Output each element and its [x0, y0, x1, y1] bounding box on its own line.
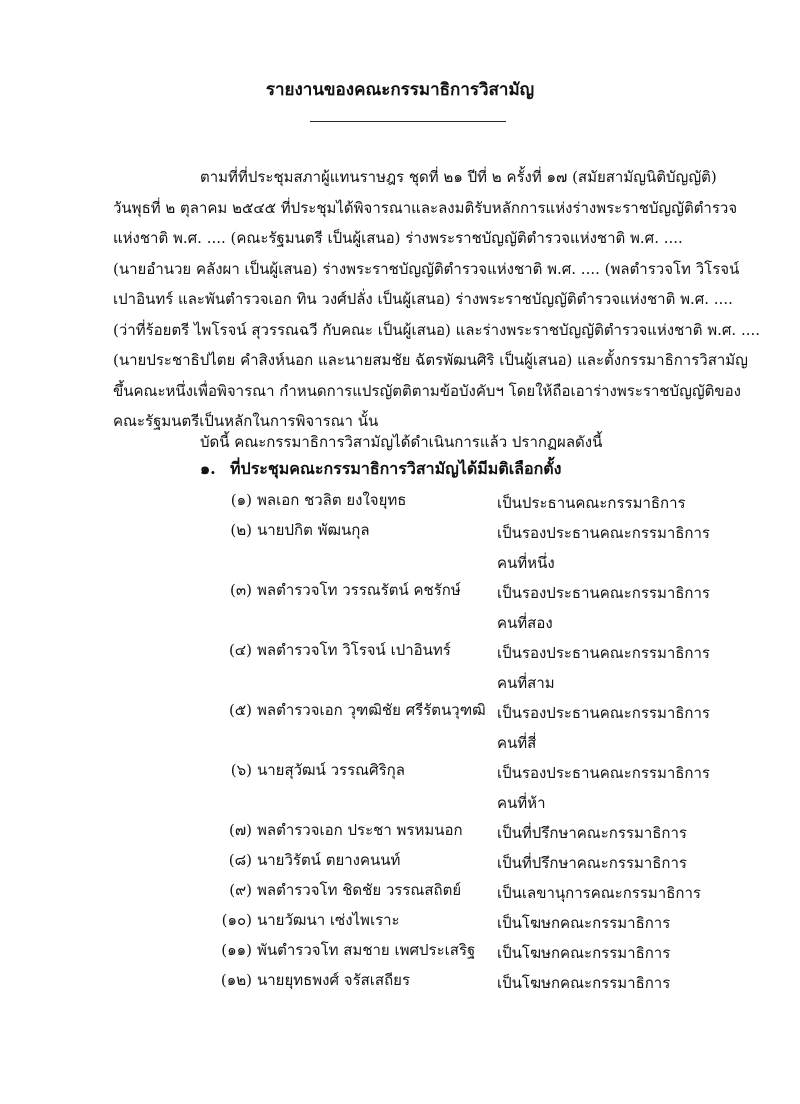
- member-role: [497, 578, 710, 638]
- title-underline: [310, 121, 506, 122]
- member-role-line: คนที่หนึ่ง: [497, 554, 555, 572]
- member-name: นายปกิต พัฒนกุล: [257, 521, 370, 539]
- section-number: ๑.: [200, 459, 216, 478]
- member-role: [497, 818, 687, 848]
- member-role-line: เป็นรองประธานคณะกรรมาธิการ: [497, 644, 710, 662]
- member-index: (๑๒): [220, 971, 252, 989]
- member-name: พลตำรวจโท ชิดชัย วรรณสถิตย์: [257, 881, 462, 899]
- member-role: [497, 848, 687, 878]
- member-role: [497, 488, 686, 518]
- member-role: [497, 878, 701, 908]
- paragraph-line: (นายประชาธิปไตย คำสิงห์นอก และนายสมชัย ฉัตรพัฒนศิริ เป็นผู้เสนอ) และตั้งกรรมาธิการวิสามัญ: [113, 351, 748, 369]
- member-name: พลเอก ชวลิต ยงใจยุทธ: [257, 491, 407, 509]
- result-line: บัดนี้ คณะกรรมาธิการวิสามัญได้ดำเนินการแล้ว ปรากฏผลดังนี้: [200, 433, 603, 451]
- member-role-line: เป็นโฆษกคณะกรรมาธิการ: [497, 974, 671, 992]
- member-name: พลตำรวจโท วรรณรัตน์ คชรักษ์: [257, 581, 461, 599]
- member-role: [497, 908, 670, 938]
- member-index: (๙): [229, 881, 252, 899]
- member-role-line: เป็นรองประธานคณะกรรมาธิการ: [497, 584, 710, 602]
- member-name: พันตำรวจโท สมชาย เพศประเสริฐ: [257, 941, 476, 959]
- paragraph-line: วันพุธที่ ๒ ตุลาคม ๒๕๔๕ ที่ประชุมได้พิจารณาและลงมติรับหลักการแห่งร่างพระราชบัญญัติตำรวจ: [113, 198, 738, 217]
- paragraph-line: (ว่าที่ร้อยตรี ไพโรจน์ สุวรรณฉวี กับคณะ เป็นผู้เสนอ) และร่างพระราชบัญญัติตำรวจแห่งชาติ พ.ศ. ....: [113, 320, 761, 339]
- member-index: (๑๑): [221, 941, 252, 959]
- paragraph-line: ขึ้นคณะหนึ่งเพื่อพิจารณา กำหนดการแปรญัตติตามข้อบังคับฯ โดยให้ถือเอาร่างพระราชบัญญัติของ: [113, 381, 741, 400]
- member-index: (๖): [230, 761, 252, 779]
- member-name: นายยุทธพงศ์ จรัสเสถียร: [257, 971, 411, 989]
- section-heading-text: ที่ประชุมคณะกรรมาธิการวิสามัญได้มีมติเลือกตั้ง: [230, 459, 562, 478]
- member-index: (๔): [228, 641, 252, 659]
- member-index: (๓): [230, 581, 252, 599]
- member-index: (๑): [230, 491, 252, 509]
- member-role-line: เป็นที่ปรึกษาคณะกรรมาธิการ: [497, 854, 687, 872]
- document-title: รายงานของคณะกรรมาธิการวิสามัญ: [265, 80, 535, 100]
- member-role: [497, 968, 670, 998]
- member-index: (๘): [228, 851, 252, 869]
- member-name: นายสุวัฒน์ วรรณศิริกุล: [257, 761, 405, 779]
- paragraph-line: (นายอำนวย คลังผา เป็นผู้เสนอ) ร่างพระราชบัญญัติตำรวจแห่งชาติ พ.ศ. .... (พลตำรวจโท วิโรจน์: [113, 259, 740, 278]
- intro-paragraph: [113, 162, 761, 437]
- section-heading: [200, 457, 561, 482]
- member-role-line: คนที่สาม: [497, 674, 555, 692]
- paragraph-line: แห่งชาติ พ.ศ. .... (คณะรัฐมนตรี เป็นผู้เสนอ) ร่างพระราชบัญญัติตำรวจแห่งชาติ พ.ศ. ....: [113, 229, 683, 247]
- member-index: (๒): [230, 521, 252, 539]
- member-name: พลตำรวจเอก ประชา พรหมนอก: [257, 821, 463, 839]
- member-role: [497, 758, 710, 818]
- member-role-line: คนที่ห้า: [497, 794, 546, 812]
- member-role-line: เป็นรองประธานคณะกรรมาธิการ: [497, 764, 710, 782]
- member-name: พลตำรวจเอก วุฑฒิชัย ศรีรัตนวุฑฒิ: [257, 701, 486, 719]
- member-role-line: เป็นที่ปรึกษาคณะกรรมาธิการ: [497, 824, 687, 842]
- member-name: พลตำรวจโท วิโรจน์ เปาอินทร์: [257, 641, 451, 659]
- member-role-line: เป็นโฆษกคณะกรรมาธิการ: [497, 914, 671, 932]
- member-index: (๕): [228, 701, 252, 719]
- member-index: (๑๐): [221, 911, 252, 929]
- member-role-line: เป็นประธานคณะกรรมาธิการ: [497, 494, 686, 512]
- member-role-line: เป็นรองประธานคณะกรรมาธิการ: [497, 524, 710, 542]
- paragraph-line: คณะรัฐมนตรีเป็นหลักในการพิจารณา นั้น: [113, 412, 379, 430]
- member-role: [497, 518, 710, 578]
- paragraph-line: เปาอินทร์ และพันตำรวจเอก ทิน วงศ์ปลั่ง เป็นผู้เสนอ) ร่างพระราชบัญญัติตำรวจแห่งชาติ พ.ศ. ....: [113, 290, 733, 308]
- member-name: นายวัฒนา เซ่งไพเราะ: [257, 911, 400, 929]
- member-role-line: คนที่สี่: [497, 734, 537, 752]
- member-role: [497, 698, 710, 758]
- member-index: (๗): [229, 821, 252, 839]
- paragraph-line: ตามที่ที่ประชุมสภาผู้แทนราษฎร ชุดที่ ๒๑ ปีที่ ๒ ครั้งที่ ๑๗ (สมัยสามัญนิติบัญญัติ): [200, 168, 717, 186]
- member-role-line: เป็นเลขานุการคณะกรรมาธิการ: [497, 884, 701, 902]
- member-role-line: เป็นโฆษกคณะกรรมาธิการ: [497, 944, 671, 962]
- member-name: นายวิรัตน์ ตยางคนนท์: [257, 851, 401, 869]
- member-role-line: คนที่สอง: [497, 614, 553, 632]
- member-role: [497, 638, 710, 698]
- member-role-line: เป็นรองประธานคณะกรรมาธิการ: [497, 704, 710, 722]
- member-role: [497, 938, 670, 968]
